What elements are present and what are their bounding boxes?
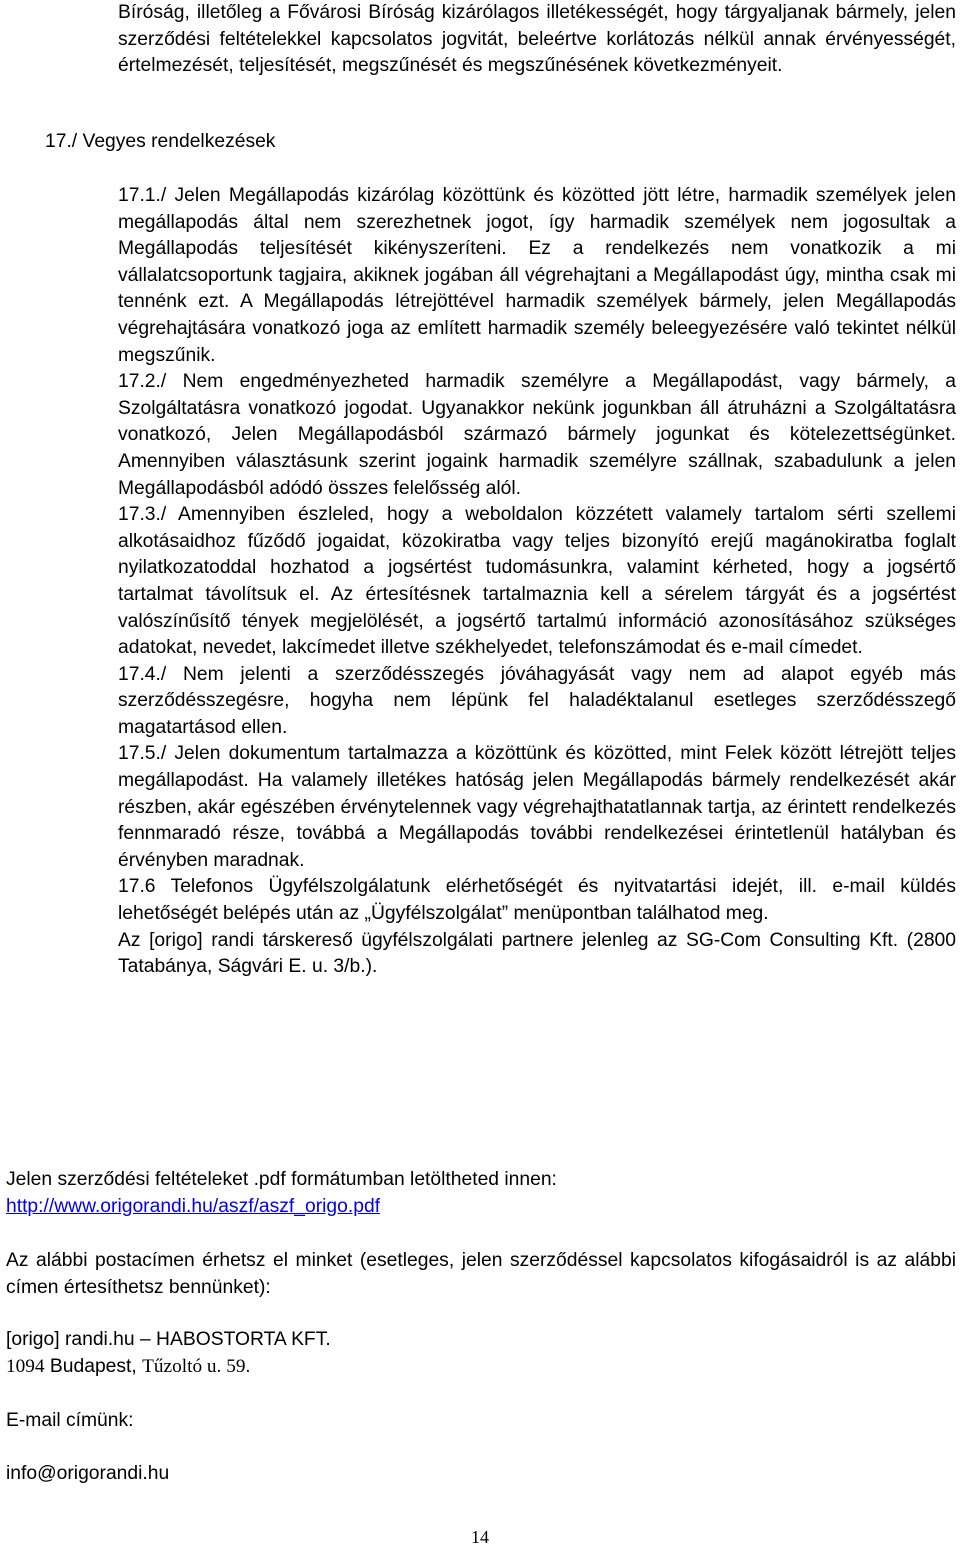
paragraph-17-6-partner: Az [origo] randi társkereső ügyfélszolgálati partnere jelenleg az SG-Com Consulting Kft. (2800 Tatabánya, Ságvári E. u. 3/b.).: [118, 929, 956, 978]
section-heading: 17./ Vegyes rendelkezések: [45, 131, 276, 152]
paragraph-17-2: 17.2./ Nem engedményezheted harmadik személyre a Megállapodást, vagy bármely, a Szolgáltatásra vonatkozó jogodat. Ugyanakkor nekünk jogunkban áll átruházni a Szolgáltatásra vonatkozó, Jelen Megállapodásból származó bármely jogunkat és kötelezettségünket. Amennyiben választásunk szerint jogaink harmadik személyre szállnak, szabadulunk a jelen Megállapodásból adódó összes felelősség alól.: [118, 371, 956, 499]
download-text: Jelen szerződési feltételeket .pdf formátumban letöltheted innen:: [6, 1169, 557, 1190]
section-17-body: [118, 183, 956, 981]
zip-code: 1094: [6, 1355, 45, 1377]
download-block: [6, 1167, 956, 1220]
street: Tűzoltó u. 59.: [142, 1355, 251, 1377]
address-block: [6, 1327, 956, 1380]
paragraph-17-5: 17.5./ Jelen dokumentum tartalmazza a közöttünk és közötted, mint Felek között létrejött teljes megállapodást. Ha valamely illetékes hatóság jelen Megállapodás bármely rendelkezését akár részben, akár egészében érvénytelennek vagy végrehajthatatlannak tartja, az érintett rendelkezés fennmaradó része, továbbá a Megállapodás további rendelkezései érintetlenül hatályban és érvényben maradnak.: [118, 743, 956, 871]
intro-paragraph: Bíróság, illetőleg a Fővárosi Bíróság kizárólagos illetékességét, hogy tárgyaljanak bármely, jelen szerződési feltételekkel kapcsolatos jogvitát, beleértve korlátozás nélkül annak érvényességét, értelmezését, teljesítését, megszűnését és megszűnésének következményeit.: [118, 2, 956, 77]
email-label-block: [6, 1408, 956, 1435]
city: Budapest,: [49, 1355, 137, 1377]
paragraph-17-1: 17.1./ Jelen Megállapodás kizárólag közöttünk és közötted jött létre, harmadik személyek jelen megállapodás által nem szerezhetnek jogot, így harmadik személyek nem jogosultak a Megállapodás teljesítését kikényszeríteni. Ez a rendelkezés nem vonatkozik a mi vállalatcsoportunk tagjaira, akiknek jogában áll végrehajtani a Megállapodást úgy, mintha csak mi tennénk ezt. A Megállapodás létrejöttével harmadik személyek bármely, jelen Megállapodás végrehajtására vonatkozó joga az említett harmadik személy beleegyezésére való tekintet nélkül megszűnik.: [118, 185, 956, 366]
street-address: [6, 1354, 956, 1381]
email-label: E-mail címünk:: [6, 1410, 134, 1431]
pdf-download-link[interactable]: http://www.origorandi.hu/aszf/aszf_origo.pdf: [6, 1195, 381, 1217]
paragraph-17-6: 17.6 Telefonos Ügyfélszolgálatunk elérhetőségét és nyitvatartási idejét, ill. e-mail küldés lehetőségét belépés után az „Ügyfélszolgálat” menüpontban találhatod meg.: [118, 876, 956, 925]
company-name: [origo] randi.hu – HABOSTORTA KFT.: [6, 1329, 331, 1350]
email-address: info@origorandi.hu: [6, 1463, 170, 1484]
paragraph-17-4: 17.4./ Nem jelenti a szerződésszegés jóváhagyását vagy nem ad alapot egyéb más szerződésszegésre, hogyha nem lépünk fel haladéktalanul esetleges szerződésszegő magatartásod ellen.: [118, 663, 956, 738]
paragraph-17-3: 17.3./ Amennyiben észleled, hogy a weboldalon közzétett valamely tartalom sérti szellemi alkotásaidhoz fűződő jogaidat, közokiratba vagy teljes bizonyító erejű magánokiratba foglalt nyilatkozatoddal hozhatod a jogsértést tudomásunkra, valamint kérheted, hogy a jogsértő tartalmat távolítsuk el. Az értesítésnek tartalmaznia kell a sérelem tárgyát és a jogsértést valószínűsítő tények megjelölését, a jogsértő tartalmú információ azonosításához szükséges adatokat, nevedet, lakcímedet illetve székhelyedet, telefonszámodat és e-mail címedet.: [118, 504, 956, 659]
intro-paragraph-block: [118, 0, 956, 80]
page-number: 14: [471, 1527, 489, 1547]
email-address-block: [6, 1461, 956, 1488]
postal-text: Az alábbi postacímen érhetsz el minket (esetleges, jelen szerződéssel kapcsolatos kifogásaidról is az alábbi címen értesíthetsz bennünket):: [6, 1250, 956, 1298]
postal-block: [6, 1248, 956, 1301]
